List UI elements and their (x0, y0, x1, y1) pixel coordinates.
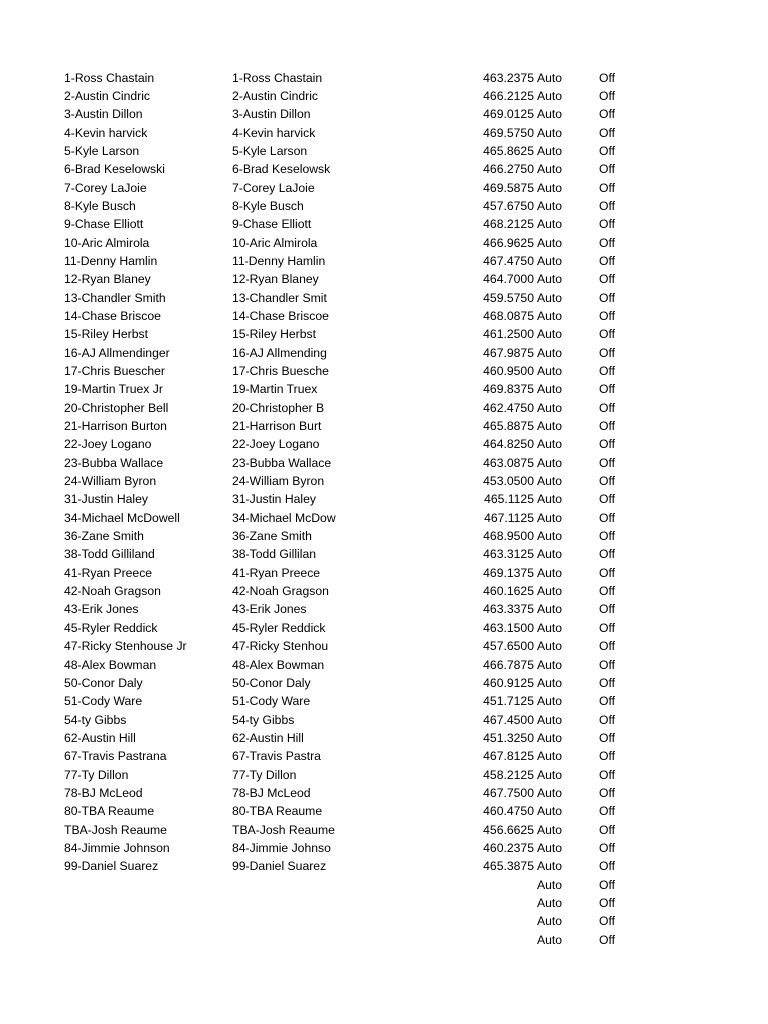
driver-short-name-cell: 31-Justin Haley (232, 492, 316, 507)
mode-cell: Auto (537, 895, 563, 910)
driver-name-cell: 14-Chase Briscoe (64, 308, 161, 323)
driver-short-name-cell: 12-Ryan Blaney (232, 272, 319, 287)
state-cell: Off (599, 620, 616, 635)
mode-cell: Auto (537, 253, 563, 268)
driver-short-name-cell: 4-Kevin harvick (232, 125, 316, 140)
state-cell: Off (599, 88, 616, 103)
mode-cell: Auto (537, 675, 563, 690)
driver-name-cell: 20-Christopher Bell (64, 400, 169, 415)
mode-cell: Auto (537, 308, 563, 323)
frequency-cell: 463.3375 (483, 602, 534, 617)
driver-name-cell: 31-Justin Haley (64, 492, 148, 507)
mode-cell: Auto (537, 474, 563, 489)
mode-cell: Auto (537, 419, 563, 434)
mode-cell: Auto (537, 657, 563, 672)
state-cell: Off (599, 327, 616, 342)
state-cell: Off (599, 290, 616, 305)
table-row (0, 692, 768, 710)
state-cell: Off (599, 657, 616, 672)
table-row (0, 234, 768, 252)
driver-short-name-cell: 2-Austin Cindric (232, 88, 319, 103)
state-cell: Off (599, 547, 616, 562)
state-cell: Off (599, 694, 616, 709)
table-row (0, 784, 768, 802)
driver-short-name-cell: 1-Ross Chastain (232, 70, 323, 85)
frequency-cell: 467.9875 (483, 345, 534, 360)
driver-name-cell: 77-Ty Dillon (64, 767, 129, 782)
table-row (0, 564, 768, 582)
driver-short-name-cell: 5-Kyle Larson (232, 143, 308, 158)
table-row (0, 931, 768, 949)
table-row (0, 490, 768, 508)
driver-short-name-cell: 23-Bubba Wallace (232, 455, 332, 470)
table-row (0, 69, 768, 87)
frequency-cell: 467.7500 (483, 785, 534, 800)
table-row (0, 582, 768, 600)
driver-short-name-cell: 99-Daniel Suarez (232, 859, 327, 874)
table-row (0, 344, 768, 362)
table-row (0, 307, 768, 325)
driver-name-cell: 7-Corey LaJoie (64, 180, 147, 195)
state-cell: Off (599, 198, 616, 213)
mode-cell: Auto (537, 914, 563, 929)
driver-name-cell: TBA-Josh Reaume (64, 822, 167, 837)
mode-cell: Auto (537, 822, 563, 837)
table-row (0, 454, 768, 472)
mode-cell: Auto (537, 602, 563, 617)
state-cell: Off (599, 308, 616, 323)
frequency-cell: 460.9500 (483, 364, 534, 378)
table-row (0, 362, 768, 380)
table-row (0, 545, 768, 563)
mode-cell: Auto (537, 235, 563, 250)
state-cell: Off (599, 253, 616, 268)
state-cell: Off (599, 382, 616, 397)
state-cell: Off (599, 125, 616, 140)
driver-short-name-cell: 34-Michael McDow (232, 510, 336, 525)
table-row (0, 894, 768, 912)
mode-cell: Auto (537, 290, 563, 305)
driver-name-cell: 16-AJ Allmendinger (64, 345, 170, 360)
frequency-cell: 457.6750 (483, 198, 534, 213)
mode-cell: Auto (537, 492, 563, 507)
driver-name-cell: 22-Joey Logano (64, 437, 152, 452)
state-cell: Off (599, 675, 616, 690)
driver-name-cell: 3-Austin Dillon (64, 107, 143, 122)
state-cell: Off (599, 877, 616, 892)
table-row (0, 656, 768, 674)
table-row (0, 619, 768, 637)
frequency-cell: 451.7125 (483, 694, 534, 709)
table-row (0, 600, 768, 618)
driver-short-name-cell: 16-AJ Allmending (232, 345, 327, 360)
driver-name-cell: 50-Conor Daly (64, 675, 143, 690)
table-row (0, 142, 768, 160)
table-row (0, 417, 768, 435)
mode-cell: Auto (537, 565, 563, 580)
driver-name-cell: 21-Harrison Burton (64, 419, 167, 434)
mode-cell: Auto (537, 364, 563, 378)
state-cell: Off (599, 162, 616, 177)
mode-cell: Auto (537, 639, 563, 654)
state-cell: Off (599, 510, 616, 525)
frequency-cell: 467.1125 (484, 510, 534, 525)
mode-cell: Auto (537, 529, 563, 544)
driver-short-name-cell: 24-William Byron (232, 474, 325, 489)
driver-short-name-cell: 3-Austin Dillon (232, 107, 311, 122)
driver-short-name-cell: 22-Joey Logano (232, 437, 320, 452)
driver-name-cell: 48-Alex Bowman (64, 657, 157, 672)
frequency-cell: 459.5750 (483, 290, 534, 305)
mode-cell: Auto (537, 88, 563, 103)
state-cell: Off (599, 492, 616, 507)
state-cell: Off (599, 822, 616, 837)
driver-name-cell: 2-Austin Cindric (64, 88, 151, 103)
table-row (0, 270, 768, 288)
state-cell: Off (599, 455, 616, 470)
frequency-cell: 463.3125 (483, 547, 534, 562)
driver-short-name-cell: 17-Chris Buesche (232, 364, 329, 378)
frequency-cell: 465.8625 (483, 143, 534, 158)
driver-short-name-cell: 47-Ricky Stenhou (232, 639, 329, 654)
table-row (0, 124, 768, 142)
state-cell: Off (599, 345, 616, 360)
frequency-cell: 467.8125 (483, 749, 534, 764)
table-row (0, 802, 768, 820)
frequency-cell: 466.9625 (483, 235, 534, 250)
driver-short-name-cell: 84-Jimmie Johnso (232, 840, 331, 855)
table-row (0, 380, 768, 398)
state-cell: Off (599, 437, 616, 452)
frequency-cell: 456.6625 (483, 822, 534, 837)
driver-short-name-cell: 8-Kyle Busch (232, 198, 304, 213)
frequency-cell: 461.2500 (483, 327, 534, 342)
driver-name-cell: 84-Jimmie Johnson (64, 840, 170, 855)
driver-short-name-cell: 10-Aric Almirola (232, 235, 318, 250)
table-row (0, 711, 768, 729)
mode-cell: Auto (537, 877, 563, 892)
mode-cell: Auto (537, 272, 563, 287)
mode-cell: Auto (537, 437, 563, 452)
frequency-cell: 451.3250 (483, 730, 534, 745)
frequency-cell: 469.1375 (483, 565, 534, 580)
driver-name-cell: 8-Kyle Busch (64, 198, 136, 213)
mode-cell: Auto (537, 143, 563, 158)
driver-short-name-cell: 62-Austin Hill (232, 730, 304, 745)
driver-name-cell: 5-Kyle Larson (64, 143, 140, 158)
mode-cell: Auto (537, 510, 563, 525)
frequency-cell: 465.8875 (483, 419, 534, 434)
state-cell: Off (599, 895, 616, 910)
driver-name-cell: 24-William Byron (64, 474, 157, 489)
mode-cell: Auto (537, 620, 563, 635)
state-cell: Off (599, 272, 616, 287)
driver-name-cell: 99-Daniel Suarez (64, 859, 159, 874)
mode-cell: Auto (537, 712, 563, 727)
mode-cell: Auto (537, 584, 563, 599)
mode-cell: Auto (537, 217, 563, 232)
table-row (0, 215, 768, 233)
frequency-cell: 467.4750 (483, 253, 534, 268)
frequency-cell: 468.9500 (483, 529, 534, 544)
state-cell: Off (599, 767, 616, 782)
driver-name-cell: 78-BJ McLeod (64, 785, 143, 800)
state-cell: Off (599, 602, 616, 617)
mode-cell: Auto (537, 327, 563, 342)
driver-short-name-cell: 14-Chase Briscoe (232, 308, 329, 323)
mode-cell: Auto (537, 694, 563, 709)
state-cell: Off (599, 804, 616, 819)
driver-short-name-cell: 6-Brad Keselowsk (232, 162, 331, 177)
frequency-cell: 468.2125 (483, 217, 534, 232)
frequency-cell: 463.1500 (483, 620, 534, 635)
driver-name-cell: 9-Chase Elliott (64, 217, 144, 232)
frequency-cell: 466.7875 (483, 657, 534, 672)
frequency-cell: 460.2375 (483, 840, 534, 855)
mode-cell: Auto (537, 804, 563, 819)
table-row (0, 747, 768, 765)
state-cell: Off (599, 107, 616, 122)
driver-name-cell: 45-Ryler Reddick (64, 620, 158, 635)
driver-name-cell: 13-Chandler Smith (64, 290, 166, 305)
state-cell: Off (599, 565, 616, 580)
state-cell: Off (599, 859, 616, 874)
driver-name-cell: 36-Zane Smith (64, 529, 144, 544)
driver-name-cell: 34-Michael McDowell (64, 510, 180, 525)
mode-cell: Auto (537, 162, 563, 177)
driver-name-cell: 54-ty Gibbs (64, 712, 127, 727)
state-cell: Off (599, 932, 616, 947)
table-row (0, 674, 768, 692)
driver-short-name-cell: 21-Harrison Burt (232, 419, 322, 434)
driver-short-name-cell: 11-Denny Hamlin (232, 253, 326, 268)
frequency-cell: 464.8250 (483, 437, 534, 452)
frequency-cell: 469.0125 (483, 107, 534, 122)
driver-short-name-cell: 13-Chandler Smit (232, 290, 327, 305)
driver-name-cell: 62-Austin Hill (64, 730, 136, 745)
table-row (0, 289, 768, 307)
table-row (0, 179, 768, 197)
table-row (0, 252, 768, 270)
driver-short-name-cell: 41-Ryan Preece (232, 565, 321, 580)
driver-short-name-cell: 20-Christopher B (232, 400, 325, 415)
driver-short-name-cell: 48-Alex Bowman (232, 657, 325, 672)
driver-name-cell: 1-Ross Chastain (64, 70, 155, 85)
table-row (0, 839, 768, 857)
table-row (0, 105, 768, 123)
state-cell: Off (599, 639, 616, 654)
state-cell: Off (599, 840, 616, 855)
frequency-cell: 460.9125 (483, 675, 534, 690)
driver-short-name-cell: 54-ty Gibbs (232, 712, 295, 727)
table-row (0, 766, 768, 784)
driver-name-cell: 38-Todd Gilliland (64, 547, 155, 562)
mode-cell: Auto (537, 932, 563, 947)
table-row (0, 197, 768, 215)
table-row (0, 821, 768, 839)
channel-table (0, 69, 768, 950)
table-row (0, 87, 768, 105)
driver-short-name-cell: 80-TBA Reaume (232, 804, 323, 819)
table-row (0, 912, 768, 930)
mode-cell: Auto (537, 382, 563, 397)
mode-cell: Auto (537, 859, 563, 874)
frequency-cell: 463.2375 (483, 70, 534, 85)
state-cell: Off (599, 235, 616, 250)
state-cell: Off (599, 712, 616, 727)
mode-cell: Auto (537, 785, 563, 800)
driver-name-cell: 41-Ryan Preece (64, 565, 153, 580)
mode-cell: Auto (537, 547, 563, 562)
state-cell: Off (599, 400, 616, 415)
mode-cell: Auto (537, 730, 563, 745)
driver-name-cell: 17-Chris Buescher (64, 364, 165, 378)
state-cell: Off (599, 584, 616, 599)
driver-name-cell: 11-Denny Hamlin (64, 253, 158, 268)
frequency-cell: 460.4750 (483, 804, 534, 819)
driver-name-cell: 47-Ricky Stenhouse Jr (64, 639, 187, 654)
driver-name-cell: 4-Kevin harvick (64, 125, 148, 140)
state-cell: Off (599, 364, 616, 378)
state-cell: Off (599, 730, 616, 745)
driver-name-cell: 6-Brad Keselowski (64, 162, 165, 177)
state-cell: Off (599, 70, 616, 85)
frequency-cell: 469.8375 (483, 382, 534, 397)
table-row (0, 527, 768, 545)
frequency-cell: 469.5750 (483, 125, 534, 140)
mode-cell: Auto (537, 400, 563, 415)
table-row (0, 325, 768, 343)
driver-short-name-cell: 42-Noah Gragson (232, 584, 329, 599)
state-cell: Off (599, 749, 616, 764)
driver-short-name-cell: 77-Ty Dillon (232, 767, 297, 782)
mode-cell: Auto (537, 840, 563, 855)
state-cell: Off (599, 217, 616, 232)
driver-short-name-cell: 50-Conor Daly (232, 675, 311, 690)
table-row (0, 160, 768, 178)
driver-name-cell: 15-Riley Herbst (64, 327, 148, 342)
table-row (0, 509, 768, 527)
state-cell: Off (599, 180, 616, 195)
driver-short-name-cell: 36-Zane Smith (232, 529, 312, 544)
driver-short-name-cell: TBA-Josh Reaume (232, 822, 335, 837)
driver-name-cell: 10-Aric Almirola (64, 235, 150, 250)
driver-name-cell: 19-Martin Truex Jr (64, 382, 163, 397)
frequency-cell: 453.0500 (483, 474, 534, 489)
frequency-cell: 462.4750 (483, 400, 534, 415)
driver-short-name-cell: 51-Cody Ware (232, 694, 311, 709)
mode-cell: Auto (537, 749, 563, 764)
driver-name-cell: 12-Ryan Blaney (64, 272, 151, 287)
driver-short-name-cell: 19-Martin Truex (232, 382, 318, 397)
frequency-cell: 469.5875 (483, 180, 534, 195)
driver-short-name-cell: 7-Corey LaJoie (232, 180, 315, 195)
driver-short-name-cell: 9-Chase Elliott (232, 217, 312, 232)
state-cell: Off (599, 914, 616, 929)
frequency-cell: 458.2125 (483, 767, 534, 782)
driver-short-name-cell: 45-Ryler Reddick (232, 620, 326, 635)
frequency-cell: 463.0875 (483, 455, 534, 470)
state-cell: Off (599, 419, 616, 434)
table-row (0, 857, 768, 875)
state-cell: Off (599, 785, 616, 800)
table-row (0, 637, 768, 655)
table-row (0, 729, 768, 747)
frequency-cell: 464.7000 (483, 272, 534, 287)
mode-cell: Auto (537, 125, 563, 140)
mode-cell: Auto (537, 198, 563, 213)
frequency-cell: 465.1125 (484, 492, 534, 507)
mode-cell: Auto (537, 345, 563, 360)
mode-cell: Auto (537, 107, 563, 122)
frequency-cell: 466.2125 (483, 88, 534, 103)
driver-name-cell: 42-Noah Gragson (64, 584, 161, 599)
frequency-cell: 460.1625 (483, 584, 534, 599)
driver-name-cell: 43-Erik Jones (64, 602, 139, 617)
table-row (0, 876, 768, 894)
mode-cell: Auto (537, 180, 563, 195)
driver-short-name-cell: 15-Riley Herbst (232, 327, 316, 342)
driver-name-cell: 67-Travis Pastrana (64, 749, 167, 764)
state-cell: Off (599, 529, 616, 544)
frequency-cell: 467.4500 (483, 712, 534, 727)
table-row (0, 399, 768, 417)
state-cell: Off (599, 474, 616, 489)
driver-name-cell: 80-TBA Reaume (64, 804, 155, 819)
mode-cell: Auto (537, 70, 563, 85)
driver-short-name-cell: 38-Todd Gillilan (232, 547, 317, 562)
table-row (0, 435, 768, 453)
driver-short-name-cell: 67-Travis Pastra (232, 749, 321, 764)
frequency-cell: 466.2750 (483, 162, 534, 177)
mode-cell: Auto (537, 767, 563, 782)
driver-name-cell: 51-Cody Ware (64, 694, 143, 709)
driver-short-name-cell: 78-BJ McLeod (232, 785, 311, 800)
state-cell: Off (599, 143, 616, 158)
mode-cell: Auto (537, 455, 563, 470)
frequency-cell: 457.6500 (483, 639, 534, 654)
frequency-cell: 465.3875 (483, 859, 534, 874)
table-row (0, 472, 768, 490)
driver-name-cell: 23-Bubba Wallace (64, 455, 164, 470)
frequency-cell: 468.0875 (483, 308, 534, 323)
driver-short-name-cell: 43-Erik Jones (232, 602, 307, 617)
